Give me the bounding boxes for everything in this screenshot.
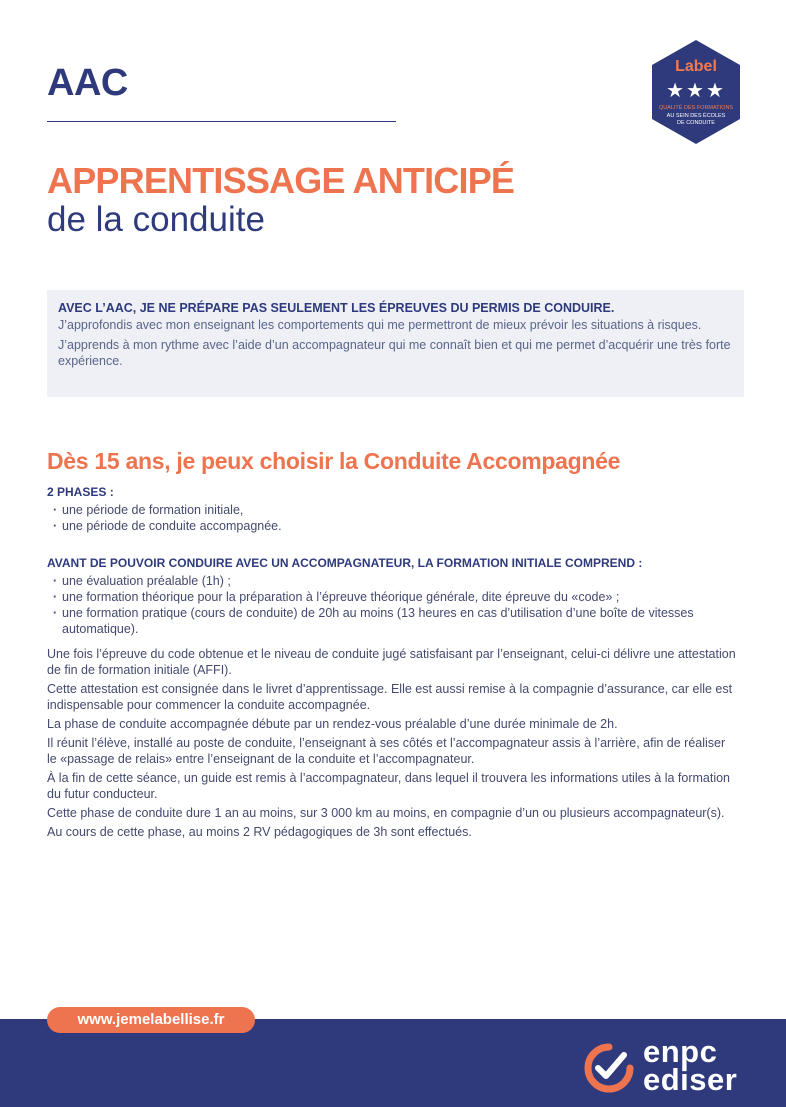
badge-stars-icon: ★★★ xyxy=(666,80,726,102)
badge-label: Label xyxy=(675,58,717,75)
list-item: · une évaluation préalable (1h) ; xyxy=(53,573,747,589)
badge-caption-line3: DE CONDUITE xyxy=(677,120,715,126)
page-title: APPRENTISSAGE ANTICIPÉ xyxy=(47,160,515,201)
logo-wordmark-line2: ediser xyxy=(643,1062,738,1097)
body-paragraph: Cette attestation est consignée dans le livret d’apprentissage. Elle est aussi remise à la compagnie d’assurance, car elle est indispensable pour commencer la conduite accompagnée. xyxy=(47,682,733,712)
body-paragraph: Il réunit l’élève, installé au poste de conduite, l’enseignant à ses côtés et l’accompagnateur assis à l’arrière, afin de réaliser le «passage de relais» entre l’enseignant de la conduite et l’accompagnateur. xyxy=(47,736,726,766)
intro-paragraph: J’approfondis avec mon enseignant les comportements qui me permettront de mieux prévoir les situations à risques. xyxy=(58,318,702,332)
title-divider xyxy=(47,121,396,122)
list-item: · une formation théorique pour la préparation à l’épreuve théorique générale, dite épreuve du «code» ; xyxy=(53,589,747,605)
intro-box xyxy=(47,290,744,397)
body-paragraph: Une fois l’épreuve du code obtenue et le niveau de conduite jugé satisfaisant par l’enseignant, celui-ci délivre une attestation de fin de formation initiale (AFFI). xyxy=(47,647,736,677)
body-paragraph: La phase de conduite accompagnée débute par un rendez-vous préalable d’une durée minimale de 2h. xyxy=(47,717,618,731)
body-text xyxy=(47,646,737,843)
body-paragraph: Cette phase de conduite dure 1 an au moins, sur 3 000 km au moins, en compagnie d’un ou plusieurs accompagnateur(s). xyxy=(47,806,725,820)
page-acronym: AAC xyxy=(47,62,128,104)
website-link[interactable]: www.jemelabellise.fr xyxy=(47,1007,255,1033)
list-item: · une période de conduite accompagnée. xyxy=(53,518,747,534)
training-list xyxy=(53,573,747,637)
badge-caption-line2: AU SEIN DES ÉCOLES xyxy=(666,113,726,119)
phases-block xyxy=(47,484,747,534)
phases-list xyxy=(53,502,747,534)
logo-wordmark-line1: enpc xyxy=(643,1034,718,1069)
list-item: · une période de formation initiale, xyxy=(53,502,747,518)
badge-caption-line1: QUALITÉ DES FORMATIONS xyxy=(658,105,734,111)
list-item: · une formation pratique (cours de conduite) de 20h au moins (13 heures en cas d’utilisation d’une boîte de vitesses automatique). xyxy=(53,605,747,637)
training-block xyxy=(47,555,747,637)
body-paragraph: Au cours de cette phase, au moins 2 RV pédagogiques de 3h sont effectués. xyxy=(47,825,472,839)
section-title: Dès 15 ans, je peux choisir la Conduite Accompagnée xyxy=(47,448,621,474)
phases-label: 2 PHASES : xyxy=(47,485,114,499)
enpc-logo-icon xyxy=(584,1043,634,1093)
training-label: AVANT DE POUVOIR CONDUIRE AVEC UN ACCOMPAGNATEUR, LA FORMATION INITIALE COMPREND : xyxy=(47,556,643,570)
intro-heading: AVEC L’AAC, JE NE PRÉPARE PAS SEULEMENT LES ÉPREUVES DU PERMIS DE CONDUIRE. xyxy=(58,301,615,315)
body-paragraph: À la fin de cette séance, un guide est remis à l’accompagnateur, dans lequel il trouvera les informations utiles à la formation du futur conducteur. xyxy=(47,771,731,801)
page-subtitle: de la conduite xyxy=(47,200,265,239)
quality-label-badge xyxy=(648,38,744,146)
intro-paragraph: J’apprends à mon rythme avec l’aide d’un accompagnateur qui me connaît bien et qui me permet d’acquérir une très forte expérience. xyxy=(58,338,731,368)
